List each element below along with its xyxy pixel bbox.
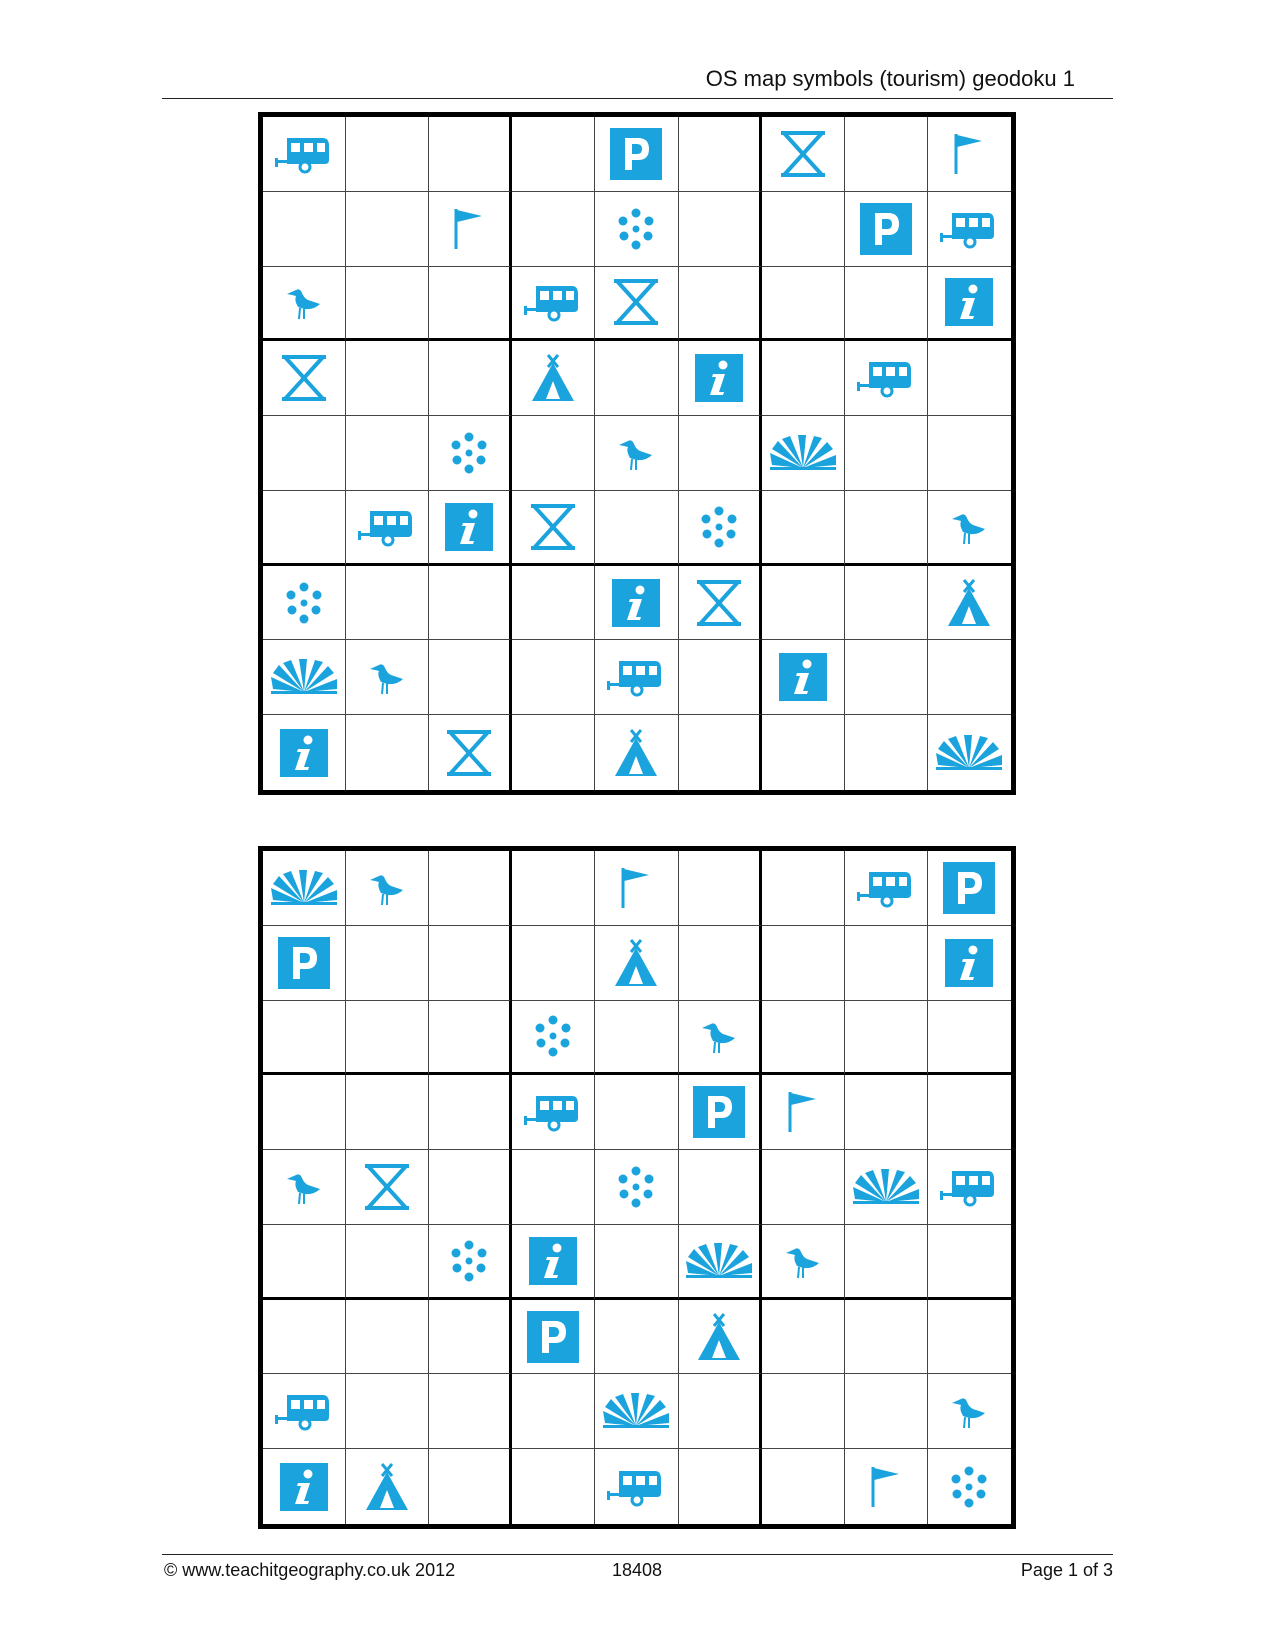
caravan-site-icon bbox=[273, 1389, 335, 1433]
grid-cell bbox=[346, 640, 429, 715]
grid-cell bbox=[679, 1374, 762, 1449]
viewpoint-icon bbox=[684, 1243, 754, 1279]
grid-cell bbox=[679, 926, 762, 1001]
grid-cell bbox=[263, 1300, 346, 1375]
grid-cell bbox=[595, 1300, 678, 1375]
information-centre-icon bbox=[280, 729, 328, 777]
viewpoint-icon bbox=[934, 735, 1004, 771]
grid-cell bbox=[429, 267, 512, 342]
grid-cell bbox=[263, 1075, 346, 1150]
information-centre-icon bbox=[945, 278, 993, 326]
grid-cell bbox=[346, 491, 429, 566]
grid-cell bbox=[346, 341, 429, 416]
grid-cell bbox=[346, 1449, 429, 1524]
grid-cell bbox=[595, 192, 678, 267]
grid-cell bbox=[263, 851, 346, 926]
nature-reserve-icon bbox=[367, 657, 407, 697]
camp-site-icon bbox=[696, 1312, 742, 1362]
grid-cell bbox=[512, 1300, 595, 1375]
grid-cell bbox=[429, 1374, 512, 1449]
grid-cell bbox=[595, 1150, 678, 1225]
grid-cell bbox=[928, 1075, 1011, 1150]
grid-cell bbox=[845, 1449, 928, 1524]
parking-icon bbox=[278, 937, 330, 989]
copyright-text: © www.teachitgeography.co.uk 2012 bbox=[164, 1560, 456, 1580]
grid-cell bbox=[762, 1374, 845, 1449]
grid-cell bbox=[346, 267, 429, 342]
grid-cell bbox=[512, 715, 595, 790]
grid-cell bbox=[429, 416, 512, 491]
grid-cell bbox=[845, 341, 928, 416]
grid-cell bbox=[346, 416, 429, 491]
golf-course-icon bbox=[786, 1090, 820, 1134]
garden-icon bbox=[948, 1466, 990, 1508]
golf-course-icon bbox=[952, 132, 986, 176]
information-centre-icon bbox=[529, 1237, 577, 1285]
grid-cell bbox=[346, 1075, 429, 1150]
grid-cell bbox=[429, 491, 512, 566]
grid-cell bbox=[762, 117, 845, 192]
grid-cell bbox=[928, 566, 1011, 641]
grid-cell bbox=[928, 117, 1011, 192]
camp-site-icon bbox=[530, 353, 576, 403]
grid-cell bbox=[595, 926, 678, 1001]
grid-cell bbox=[679, 267, 762, 342]
garden-icon bbox=[615, 208, 657, 250]
grid-cell bbox=[845, 851, 928, 926]
grid-cell bbox=[512, 851, 595, 926]
grid-cell bbox=[429, 1449, 512, 1524]
nature-reserve-icon bbox=[949, 507, 989, 547]
viewpoint-icon bbox=[601, 1393, 671, 1429]
camp-site-icon bbox=[364, 1462, 410, 1512]
grid-cell bbox=[263, 267, 346, 342]
picnic-site-icon bbox=[363, 1163, 411, 1211]
page-number: Page 1 of 3 bbox=[1020, 1560, 1113, 1580]
grid-cell bbox=[762, 341, 845, 416]
grid-cell bbox=[679, 192, 762, 267]
grid-cell bbox=[512, 192, 595, 267]
geodoku-grid-2 bbox=[258, 846, 1016, 1529]
caravan-site-icon bbox=[605, 655, 667, 699]
picnic-site-icon bbox=[529, 503, 577, 551]
grid-cell bbox=[845, 926, 928, 1001]
grid-cell bbox=[263, 1150, 346, 1225]
grid-cell bbox=[263, 715, 346, 790]
grid-cell bbox=[346, 1225, 429, 1300]
grid-cell bbox=[928, 926, 1011, 1001]
grid-cell bbox=[928, 1225, 1011, 1300]
grid-cell bbox=[346, 1150, 429, 1225]
grid-cell bbox=[429, 1150, 512, 1225]
grid-cell bbox=[762, 1075, 845, 1150]
grid-cell bbox=[263, 926, 346, 1001]
grid-cell bbox=[346, 566, 429, 641]
caravan-site-icon bbox=[605, 1465, 667, 1509]
grid-cell bbox=[845, 1150, 928, 1225]
grid-cell bbox=[762, 1449, 845, 1524]
grid-cell bbox=[679, 1001, 762, 1076]
grid-cell bbox=[679, 1075, 762, 1150]
information-centre-icon bbox=[779, 653, 827, 701]
information-centre-icon bbox=[695, 354, 743, 402]
grid-cell bbox=[263, 491, 346, 566]
grid-cell bbox=[928, 1449, 1011, 1524]
caravan-site-icon bbox=[855, 866, 917, 910]
picnic-site-icon bbox=[612, 278, 660, 326]
grid-cell bbox=[429, 851, 512, 926]
grid-cell bbox=[346, 851, 429, 926]
grid-cell bbox=[679, 341, 762, 416]
grid-cell bbox=[845, 1300, 928, 1375]
grid-cell bbox=[346, 1001, 429, 1076]
grid-cell bbox=[263, 640, 346, 715]
grid-cell bbox=[429, 566, 512, 641]
grid-cell bbox=[928, 851, 1011, 926]
nature-reserve-icon bbox=[699, 1016, 739, 1056]
garden-icon bbox=[698, 506, 740, 548]
grid-cell bbox=[512, 566, 595, 641]
caravan-site-icon bbox=[938, 1165, 1000, 1209]
grid-cell bbox=[263, 341, 346, 416]
grid-cell bbox=[512, 1374, 595, 1449]
grid-cell bbox=[928, 267, 1011, 342]
grid-cell bbox=[845, 566, 928, 641]
grid-cell bbox=[762, 640, 845, 715]
viewpoint-icon bbox=[851, 1169, 921, 1205]
grid-cell bbox=[762, 192, 845, 267]
parking-icon bbox=[693, 1086, 745, 1138]
grid-cell bbox=[928, 491, 1011, 566]
nature-reserve-icon bbox=[949, 1391, 989, 1431]
grid-cell bbox=[429, 117, 512, 192]
grid-cell bbox=[595, 491, 678, 566]
grid-cell bbox=[263, 1374, 346, 1449]
garden-icon bbox=[448, 1240, 490, 1282]
grid-cell bbox=[595, 267, 678, 342]
information-centre-icon bbox=[445, 503, 493, 551]
grid-cell bbox=[679, 117, 762, 192]
grid-cell bbox=[845, 416, 928, 491]
grid-cell bbox=[679, 715, 762, 790]
grid-cell bbox=[762, 267, 845, 342]
grid-cell bbox=[679, 1300, 762, 1375]
grid-cell bbox=[595, 851, 678, 926]
picnic-site-icon bbox=[695, 579, 743, 627]
grid-cell bbox=[346, 715, 429, 790]
parking-icon bbox=[527, 1311, 579, 1363]
footer-rule bbox=[162, 1554, 1113, 1555]
grid-cell bbox=[762, 1001, 845, 1076]
grid-cell bbox=[845, 1075, 928, 1150]
grid-cell bbox=[928, 640, 1011, 715]
grid-cell bbox=[429, 715, 512, 790]
golf-course-icon bbox=[452, 207, 486, 251]
grid-cell bbox=[429, 341, 512, 416]
information-centre-icon bbox=[945, 939, 993, 987]
header-rule bbox=[162, 98, 1113, 99]
grid-cell bbox=[845, 1001, 928, 1076]
nature-reserve-icon bbox=[616, 433, 656, 473]
grid-cell bbox=[679, 416, 762, 491]
grid-cell bbox=[429, 926, 512, 1001]
grid-cell bbox=[845, 117, 928, 192]
camp-site-icon bbox=[613, 938, 659, 988]
grid-cell bbox=[845, 1225, 928, 1300]
grid-cell bbox=[595, 1449, 678, 1524]
grid-cell bbox=[679, 851, 762, 926]
grid-cell bbox=[263, 1225, 346, 1300]
grid-cell bbox=[512, 491, 595, 566]
grid-cell bbox=[679, 640, 762, 715]
picnic-site-icon bbox=[280, 354, 328, 402]
grid-cell bbox=[679, 1449, 762, 1524]
grid-cell bbox=[845, 640, 928, 715]
viewpoint-icon bbox=[269, 870, 339, 906]
nature-reserve-icon bbox=[367, 868, 407, 908]
grid-cell bbox=[429, 1001, 512, 1076]
grid-cell bbox=[928, 1001, 1011, 1076]
caravan-site-icon bbox=[356, 505, 418, 549]
camp-site-icon bbox=[946, 578, 992, 628]
parking-icon bbox=[943, 862, 995, 914]
grid-cell bbox=[512, 1150, 595, 1225]
grid-cell bbox=[512, 341, 595, 416]
grid-cell bbox=[346, 1374, 429, 1449]
grid-cell bbox=[595, 1001, 678, 1076]
grid-cell bbox=[512, 926, 595, 1001]
grid-cell bbox=[263, 416, 346, 491]
grid-cell bbox=[762, 1150, 845, 1225]
grid-cell bbox=[679, 1150, 762, 1225]
caravan-site-icon bbox=[522, 1090, 584, 1134]
grid-cell bbox=[429, 1075, 512, 1150]
grid-cell bbox=[928, 416, 1011, 491]
resource-code: 18408 bbox=[612, 1560, 663, 1580]
grid-cell bbox=[762, 491, 845, 566]
geodoku-grid-1 bbox=[258, 112, 1016, 795]
grid-cell bbox=[928, 715, 1011, 790]
parking-icon bbox=[860, 203, 912, 255]
grid-cell bbox=[512, 1075, 595, 1150]
grid-cell bbox=[595, 1075, 678, 1150]
grid-cell bbox=[595, 566, 678, 641]
viewpoint-icon bbox=[269, 659, 339, 695]
grid-cell bbox=[928, 341, 1011, 416]
picnic-site-icon bbox=[779, 130, 827, 178]
golf-course-icon bbox=[619, 866, 653, 910]
grid-cell bbox=[928, 192, 1011, 267]
golf-course-icon bbox=[869, 1465, 903, 1509]
caravan-site-icon bbox=[938, 207, 1000, 251]
information-centre-icon bbox=[280, 1463, 328, 1511]
grid-cell bbox=[346, 1300, 429, 1375]
page-title: OS map symbols (tourism) geodoku 1 bbox=[705, 66, 1075, 91]
grid-cell bbox=[845, 715, 928, 790]
grid-cell bbox=[762, 416, 845, 491]
grid-cell bbox=[845, 491, 928, 566]
information-centre-icon bbox=[612, 579, 660, 627]
grid-cell bbox=[762, 1300, 845, 1375]
grid-cell bbox=[346, 192, 429, 267]
grid-cell bbox=[762, 715, 845, 790]
grid-cell bbox=[595, 1374, 678, 1449]
grid-cell bbox=[928, 1374, 1011, 1449]
grid-cell bbox=[845, 192, 928, 267]
garden-icon bbox=[283, 582, 325, 624]
grid-cell bbox=[429, 1225, 512, 1300]
grid-cell bbox=[845, 1374, 928, 1449]
picnic-site-icon bbox=[445, 729, 493, 777]
grid-cell bbox=[595, 1225, 678, 1300]
nature-reserve-icon bbox=[284, 1167, 324, 1207]
grid-cell bbox=[512, 416, 595, 491]
grid-cell bbox=[263, 1449, 346, 1524]
grid-cell bbox=[679, 491, 762, 566]
grid-cell bbox=[595, 416, 678, 491]
grid-cell bbox=[595, 117, 678, 192]
caravan-site-icon bbox=[855, 356, 917, 400]
grid-cell bbox=[263, 192, 346, 267]
viewpoint-icon bbox=[768, 435, 838, 471]
grid-cell bbox=[429, 192, 512, 267]
caravan-site-icon bbox=[273, 132, 335, 176]
garden-icon bbox=[448, 432, 490, 474]
grid-cell bbox=[512, 267, 595, 342]
grid-cell bbox=[346, 926, 429, 1001]
grid-cell bbox=[429, 1300, 512, 1375]
parking-icon bbox=[610, 128, 662, 180]
grid-cell bbox=[512, 117, 595, 192]
garden-icon bbox=[532, 1015, 574, 1057]
grid-cell bbox=[263, 566, 346, 641]
grid-cell bbox=[928, 1300, 1011, 1375]
grid-cell bbox=[512, 1001, 595, 1076]
grid-cell bbox=[429, 640, 512, 715]
grid-cell bbox=[346, 117, 429, 192]
grid-cell bbox=[263, 1001, 346, 1076]
grid-cell bbox=[512, 640, 595, 715]
grid-cell bbox=[595, 715, 678, 790]
grid-cell bbox=[679, 1225, 762, 1300]
caravan-site-icon bbox=[522, 280, 584, 324]
grid-cell bbox=[263, 117, 346, 192]
grid-cell bbox=[762, 566, 845, 641]
grid-cell bbox=[595, 341, 678, 416]
nature-reserve-icon bbox=[284, 282, 324, 322]
grid-cell bbox=[512, 1225, 595, 1300]
grid-cell bbox=[762, 1225, 845, 1300]
garden-icon bbox=[615, 1166, 657, 1208]
camp-site-icon bbox=[613, 728, 659, 778]
grid-cell bbox=[762, 851, 845, 926]
grid-cell bbox=[512, 1449, 595, 1524]
grid-cell bbox=[762, 926, 845, 1001]
grid-cell bbox=[595, 640, 678, 715]
grid-cell bbox=[928, 1150, 1011, 1225]
grid-cell bbox=[845, 267, 928, 342]
nature-reserve-icon bbox=[783, 1241, 823, 1281]
grid-cell bbox=[679, 566, 762, 641]
